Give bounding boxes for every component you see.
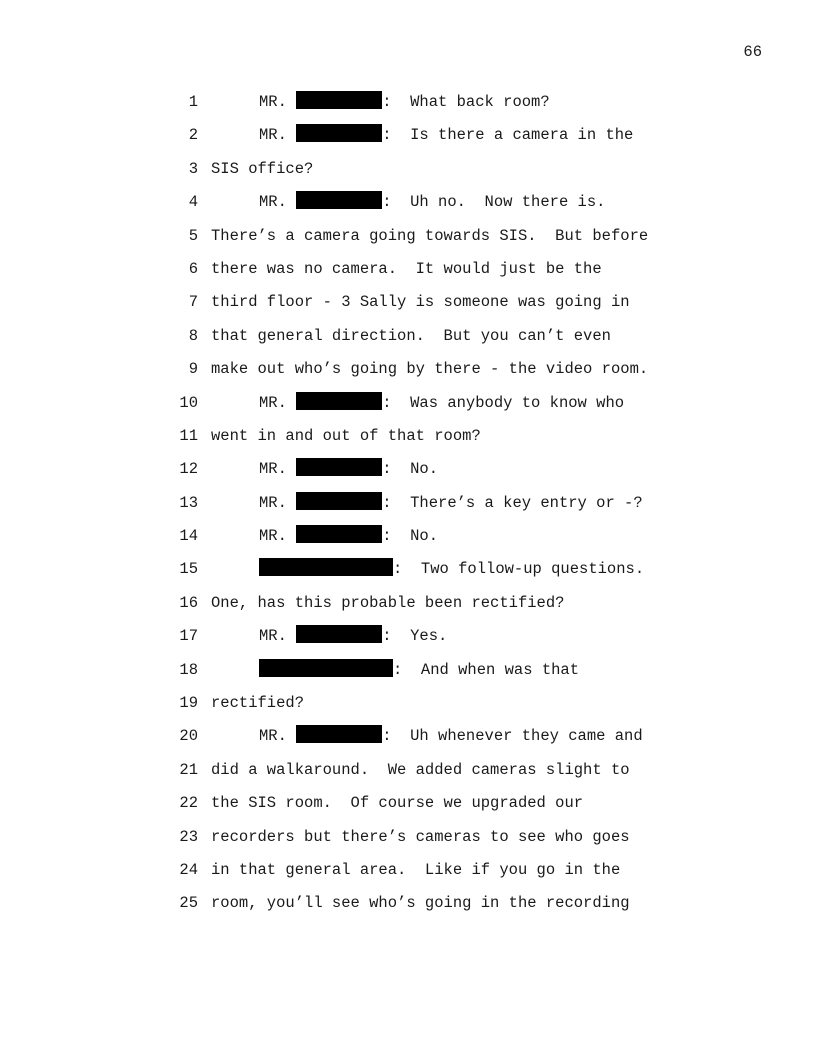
transcript-line — [0, 186, 816, 219]
line-content: the SIS room. Of course we upgraded our — [211, 794, 584, 813]
line-number: 1 — [188, 93, 198, 111]
line-text — [211, 220, 648, 253]
line-text — [211, 153, 313, 186]
line-content: : Yes. — [382, 627, 448, 646]
line-number: 15 — [179, 560, 198, 579]
redaction-block — [259, 659, 393, 677]
line-content: : There’s a key entry or -? — [382, 493, 643, 512]
line-number: 21 — [179, 760, 198, 779]
transcript-line — [0, 220, 816, 253]
line-number: 13 — [179, 493, 198, 512]
transcript-line — [0, 620, 816, 653]
line-content: in that general area. Like if you go in the — [211, 860, 621, 879]
line-text — [211, 587, 564, 620]
transcript-line — [0, 253, 816, 286]
line-number: 20 — [179, 727, 198, 746]
redaction-block — [296, 458, 382, 476]
transcript-line — [0, 821, 816, 854]
transcript-body — [0, 86, 816, 921]
line-text — [211, 353, 648, 386]
line-content: There’s a camera going towards SIS. But before — [211, 226, 649, 245]
speaker-line-text — [259, 520, 438, 553]
speaker-title: MR. — [259, 493, 297, 512]
redaction-block — [296, 525, 382, 543]
transcript-line — [0, 387, 816, 420]
line-content: there was no camera. It would just be the — [211, 259, 602, 278]
line-text — [211, 854, 620, 887]
line-text — [211, 286, 630, 319]
line-content: : Uh whenever they came and — [382, 727, 643, 746]
transcript-line — [0, 720, 816, 753]
transcript-line — [0, 787, 816, 820]
transcript-line — [0, 153, 816, 186]
redaction-block — [296, 492, 382, 510]
line-number: 19 — [179, 694, 198, 713]
speaker-line-text — [259, 553, 644, 586]
transcript-line — [0, 587, 816, 620]
line-number: 9 — [188, 360, 198, 379]
speaker-title: MR. — [259, 393, 297, 412]
redaction-block — [296, 725, 382, 743]
line-number: 14 — [179, 527, 198, 546]
line-number: 24 — [179, 860, 198, 879]
redaction-block — [296, 91, 382, 109]
line-content: recorders but there’s cameras to see who goes — [211, 827, 630, 846]
line-text — [211, 420, 481, 453]
line-text — [211, 787, 583, 820]
transcript-line — [0, 654, 816, 687]
redaction-block — [259, 558, 393, 576]
line-text — [211, 320, 611, 353]
line-number: 3 — [188, 159, 198, 178]
line-text — [211, 754, 630, 787]
line-number: 8 — [188, 326, 198, 345]
line-content: make out who’s going by there - the video room. — [211, 360, 649, 379]
line-number: 2 — [188, 126, 198, 145]
transcript-line — [0, 854, 816, 887]
line-content: went in and out of that room? — [211, 426, 481, 445]
transcript-line — [0, 286, 816, 319]
line-number: 11 — [179, 426, 198, 445]
line-number: 25 — [179, 894, 198, 913]
line-content: : Was anybody to know who — [382, 393, 625, 412]
redaction-block — [296, 191, 382, 209]
transcript-line — [0, 520, 816, 553]
speaker-line-text — [259, 654, 579, 687]
line-text — [211, 687, 304, 720]
speaker-line-text — [259, 186, 605, 219]
transcript-line — [0, 687, 816, 720]
speaker-line-text — [259, 119, 633, 152]
redaction-block — [296, 392, 382, 410]
line-content: room, you’ll see who’s going in the recording — [211, 894, 630, 913]
transcript-line — [0, 754, 816, 787]
transcript-line — [0, 353, 816, 386]
line-content: that general direction. But you can’t even — [211, 326, 611, 345]
line-content: SIS office? — [211, 159, 314, 178]
line-number: 12 — [179, 460, 198, 479]
speaker-line-text — [259, 387, 624, 420]
redaction-block — [296, 124, 382, 142]
transcript-line — [0, 119, 816, 152]
line-content: : Two follow-up questions. — [393, 560, 645, 579]
line-number: 10 — [179, 393, 198, 412]
speaker-line-text — [259, 720, 643, 753]
transcript-line — [0, 553, 816, 586]
line-content: : No. — [382, 527, 439, 546]
line-text — [211, 821, 630, 854]
line-number: 16 — [179, 593, 198, 612]
transcript-line — [0, 420, 816, 453]
speaker-line-text — [259, 620, 447, 653]
line-number: 17 — [179, 627, 198, 646]
transcript-line — [0, 487, 816, 520]
line-content: One, has this probable been rectified? — [211, 593, 565, 612]
line-number: 7 — [188, 293, 198, 312]
line-content: : No. — [382, 460, 439, 479]
line-number: 5 — [188, 226, 198, 245]
line-number: 6 — [188, 259, 198, 278]
speaker-title: MR. — [259, 627, 297, 646]
speaker-title: MR. — [259, 527, 297, 546]
line-content: : What back room? — [382, 93, 550, 111]
line-number: 18 — [179, 660, 198, 679]
transcript-line — [0, 453, 816, 486]
speaker-title: MR. — [259, 126, 297, 145]
line-number: 4 — [188, 193, 198, 212]
line-content: did a walkaround. We added cameras slight to — [211, 760, 630, 779]
line-content: : Uh no. Now there is. — [382, 193, 606, 212]
line-text — [211, 887, 630, 920]
page-number: 66 — [743, 43, 762, 61]
transcript-line — [0, 320, 816, 353]
line-content: : And when was that — [393, 660, 580, 679]
transcript-line — [0, 887, 816, 920]
line-content: : Is there a camera in the — [382, 126, 634, 145]
speaker-title: MR. — [259, 93, 297, 111]
speaker-title: MR. — [259, 193, 297, 212]
line-number: 22 — [179, 794, 198, 813]
line-number: 23 — [179, 827, 198, 846]
transcript-line — [0, 86, 816, 119]
line-content: rectified? — [211, 694, 305, 713]
speaker-title: MR. — [259, 727, 297, 746]
line-content: third floor - 3 Sally is someone was going in — [211, 293, 630, 312]
redaction-block — [296, 625, 382, 643]
speaker-line-text — [259, 487, 643, 520]
line-text — [211, 253, 602, 286]
speaker-line-text — [259, 86, 550, 119]
speaker-line-text — [259, 453, 438, 486]
speaker-title: MR. — [259, 460, 297, 479]
